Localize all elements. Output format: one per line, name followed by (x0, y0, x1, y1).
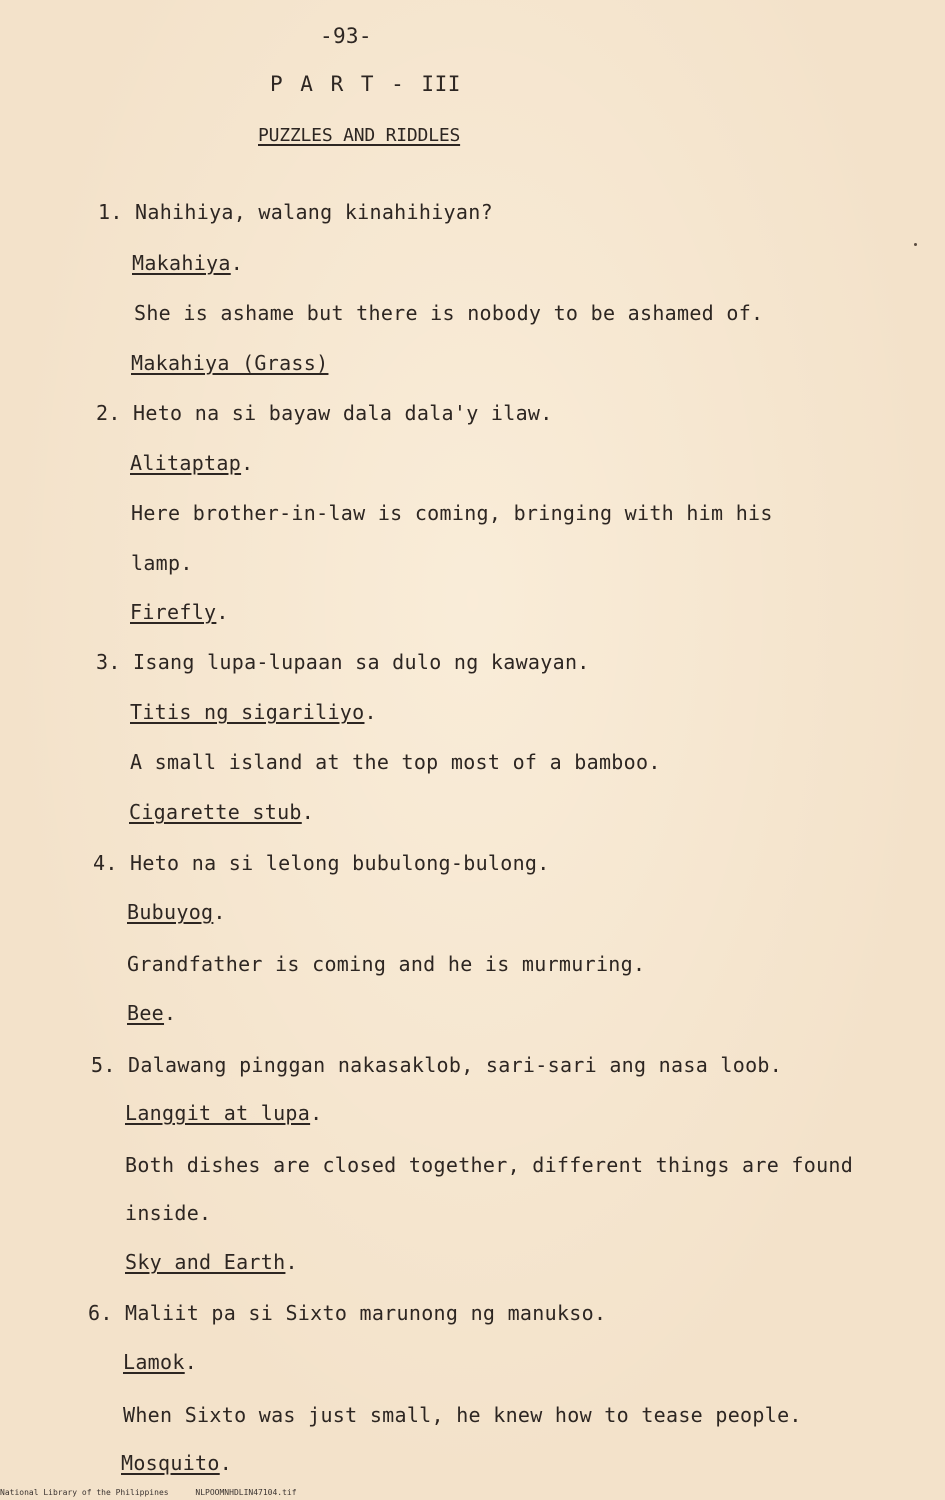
scan-footer (0, 1488, 319, 1498)
section-subtitle (258, 124, 460, 148)
riddle-2-english-answer-text: Firefly (130, 600, 217, 624)
riddle-2-translation: Here brother-in-law is coming, bringing with him his (131, 501, 773, 525)
footer-library: National Library of the Philippines (0, 1488, 169, 1497)
footer-file-id: NLPOOMNHDLIN47104.tif (195, 1488, 297, 1497)
riddle-6-answer-text: Lamok (123, 1350, 185, 1374)
riddle-1-question: 1. Nahihiya, walang kinahihiyan? (98, 200, 493, 224)
riddle-2-answer-text: Alitaptap (130, 451, 242, 475)
riddle-5-answer: Langgit at lupa. (125, 1101, 323, 1125)
riddle-2-english-answer: Firefly. (130, 600, 229, 624)
riddle-6-answer: Lamok. (123, 1350, 198, 1374)
riddle-5-answer-text: Langgit at lupa (125, 1101, 311, 1125)
riddle-5-translation-cont: inside. (125, 1201, 212, 1225)
riddle-2-answer: Alitaptap. (130, 451, 254, 475)
riddle-6-english-answer-text: Mosquito (121, 1451, 220, 1475)
riddle-6-translation: When Sixto was just small, he knew how to tease people. (123, 1403, 802, 1427)
riddle-1-answer-text: Makahiya (132, 251, 231, 275)
riddle-3-question: 3. Isang lupa-lupaan sa dulo ng kawayan. (96, 650, 590, 674)
riddle-2-question: 2. Heto na si bayaw dala dala'y ilaw. (96, 401, 553, 425)
riddle-6-english-answer: Mosquito. (121, 1451, 233, 1475)
riddle-5-question: 5. Dalawang pinggan nakasaklob, sari-sari ang nasa loob. (91, 1053, 783, 1077)
riddle-4-answer: Bubuyog. (127, 900, 226, 924)
riddle-6-question: 6. Maliit pa si Sixto marunong ng manukso. (88, 1301, 607, 1325)
riddle-1-english-answer (131, 351, 328, 375)
paper-speck (914, 243, 917, 246)
page-number: -93- (320, 24, 372, 48)
riddle-2-translation-cont: lamp. (131, 551, 193, 575)
riddle-3-english-answer: Cigarette stub. (129, 800, 315, 824)
riddle-3-english-answer-text: Cigarette stub (129, 800, 302, 824)
riddle-5-english-answer-text: Sky and Earth (125, 1250, 286, 1274)
riddle-1-translation: She is ashame but there is nobody to be ashamed of. (134, 301, 764, 325)
riddle-3-translation: A small island at the top most of a bamboo. (130, 750, 661, 774)
riddle-4-english-answer: Bee. (127, 1001, 177, 1025)
riddle-1-answer: Makahiya. (132, 251, 244, 275)
riddle-4-answer-text: Bubuyog (127, 900, 214, 924)
riddle-3-answer: Titis ng sigariliyo. (130, 700, 377, 724)
riddle-4-english-answer-text: Bee (127, 1001, 165, 1025)
riddle-5-translation: Both dishes are closed together, different things are found (125, 1153, 854, 1177)
riddle-4-question: 4. Heto na si lelong bubulong-bulong. (93, 851, 550, 875)
riddle-3-answer-text: Titis ng sigariliyo (130, 700, 365, 724)
section-subtitle-text: PUZZLES AND RIDDLES (258, 125, 461, 146)
riddle-5-english-answer: Sky and Earth. (125, 1250, 298, 1274)
part-title: P A R T - III (270, 72, 461, 96)
riddle-4-translation: Grandfather is coming and he is murmuring. (127, 952, 646, 976)
riddle-1-english-answer-text: Makahiya (Grass) (131, 351, 329, 375)
